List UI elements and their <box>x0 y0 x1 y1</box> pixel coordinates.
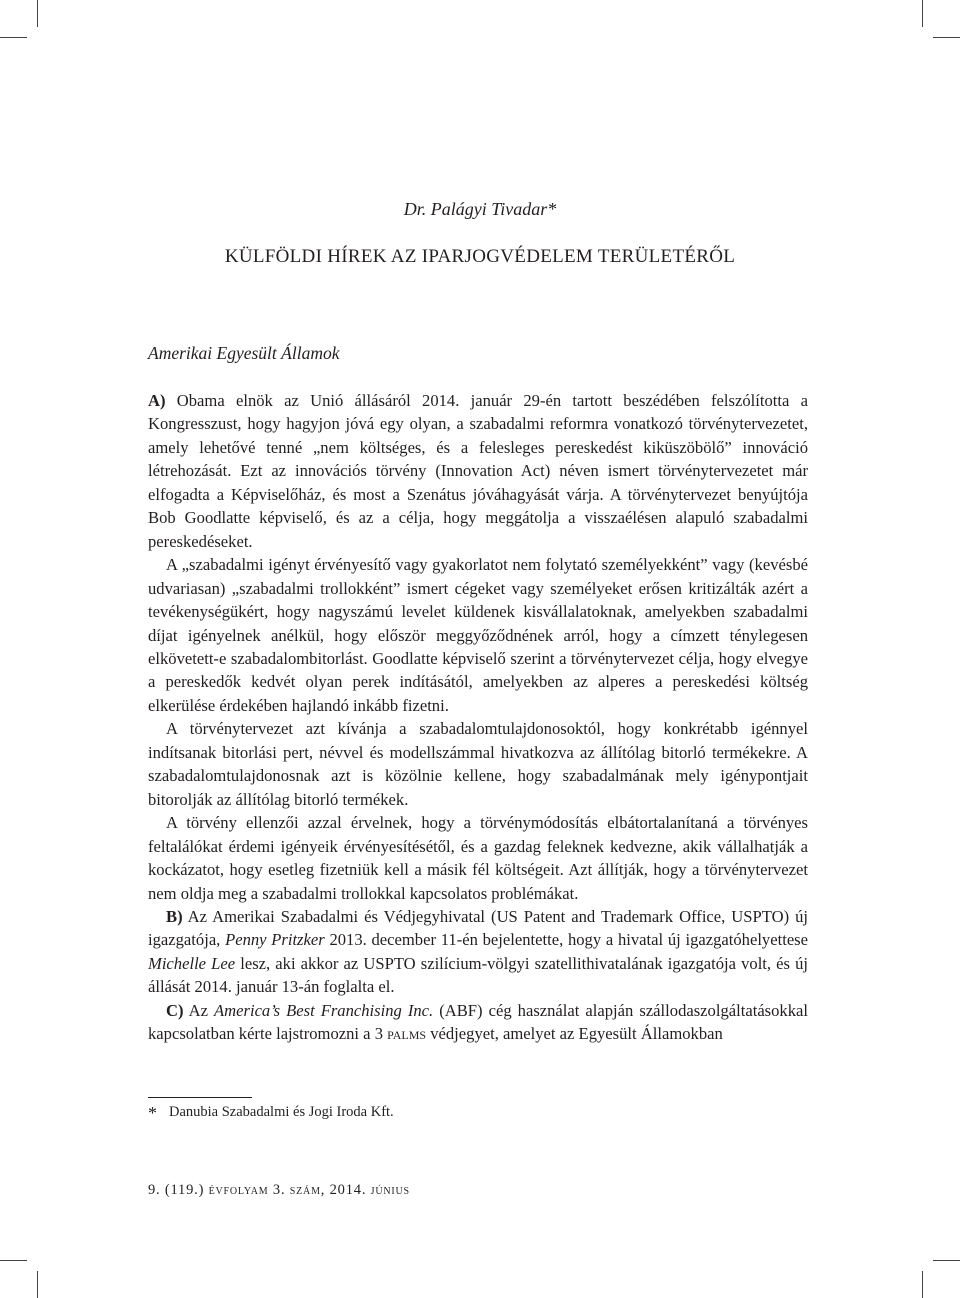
trademark-name: 3 palms <box>374 1024 427 1044</box>
running-footer: 9. (119.) évfolyam 3. szám, 2014. június <box>148 1182 410 1198</box>
crop-mark <box>37 1271 38 1298</box>
section-heading: Amerikai Egyesült Államok <box>148 343 340 363</box>
crop-mark <box>933 1260 960 1261</box>
paragraph-b <box>148 905 808 999</box>
paragraph-text: védjegyet, amelyet az Egyesült Államokban <box>426 1024 723 1044</box>
company-name: America’s Best Franchising Inc. <box>214 1000 434 1020</box>
paragraph-c <box>148 999 808 1046</box>
article-title: KÜLFÖLDI HÍREK AZ IPARJOGVÉDELEM TERÜLETÉRŐL <box>224 246 736 267</box>
paragraph-text: Az <box>183 1000 215 1020</box>
paragraph-text: 2013. december 11-én bejelentette, hogy a hivatal új igazgatóhelyettese <box>324 930 809 950</box>
footnote-marker: * <box>148 1103 157 1123</box>
paragraph-text: Az Amerikai Szabadalmi és Védjegyhivatal (US Patent and Trademark Office, USPTO) új igazgatója, <box>148 906 808 950</box>
author-name: Dr. Palágyi Tivadar* <box>403 199 557 219</box>
crop-mark <box>933 37 960 38</box>
paragraph-text: Obama elnök az Unió állásáról 2014. január 29-én tartott beszédében felszólította a Kongresszust, hogy hagyjon jóvá egy olyan, a szabadalmi reformra vonatkozó törvénytervezetet, amely lehetővé tenné „nem költséges, és a felesleges pereskedést kiküszöbölő” innováció létrehozását. Ezt az innovációs törvény (Innovation Act) néven ismert törvénytervezetet már elfogadta a Képviselőház, és most a Szenátus jóváhagyását várja. A törvénytervezet benyújtója Bob Goodlatte képviselő, és az a célja, hogy meggátolja a visszaélésen alapuló szabadalmi pereskedéseket. <box>148 391 808 551</box>
crop-mark <box>0 37 27 38</box>
footnote-text: Danubia Szabadalmi és Jogi Iroda Kft. <box>169 1104 394 1120</box>
person-name: Michelle Lee <box>148 953 236 973</box>
crop-mark <box>922 1271 923 1298</box>
paragraph-label: C) <box>166 1000 184 1020</box>
person-name: Penny Pritzker <box>225 930 325 950</box>
crop-mark <box>0 1260 27 1261</box>
paragraph-requirements: A törvénytervezet azt kívánja a szabadalomtulajdonosoktól, hogy konkrétabb igénnyel indítsanak bitorlási pert, névvel és modellszámmal hivatkozva az állítólag bitorló termékekre. A szabadalomtulajdonosnak azt is közölnie kellene, hogy szabadalmának mely igénypontjait bitorolják az állítólag bitorló termékek. <box>148 719 808 809</box>
crop-mark <box>922 0 923 27</box>
paragraph-trolls: A „szabadalmi igényt érvényesítő vagy gyakorlatot nem folytató személyekként” vagy (kevésbé udvariasan) „szabadalmi trollokként” ismert cégeket vagy személyeket erősen kritizálták azért a tevékenységükért, hogy nagyszámú levelet küldenek kisvállalatoknak, amelyekben szabadalmi díjat igényelnek anélkül, hogy először meggyőződnének arról, hogy a címzett ténylegesen elkövetett-e szabadalombitorlást. Goodlatte képviselő szerint a törvénytervezet célja, hogy elvegye a pereskedők kedvét olyan perek indításától, amelyekben az alperes a pereskedési költség elkerülése érdekében hajlandó inkább fizetni. <box>148 555 808 715</box>
paragraph-text: lesz, aki akkor az USPTO szilícium-völgyi szatellithivatalának igazgatója volt, és új állását 2014. január 13-án foglalta el. <box>148 953 809 997</box>
crop-mark <box>37 0 38 27</box>
article-body <box>148 389 808 1046</box>
paragraph-label: A) <box>148 391 166 410</box>
paragraph-opponents: A törvény ellenzői azzal érvelnek, hogy a törvénymódosítás elbátortalanítaná a törvényes feltalálókat érdemi igényeik érvényesítésétől, és a gazdag feleknek kedvezne, akik vállalhatják a kockázatot, hogy esetleg fizetniük kell a másik fél költségeit. Azt állítják, hogy a törvénytervezet nem oldja meg a szabadalmi trollokkal kapcsolatos problémákat. <box>148 813 808 903</box>
footnote <box>148 1103 394 1124</box>
paragraph-a <box>148 389 808 553</box>
paragraph-text: (ABF) cég használat alapján szállodaszolgáltatásokkal kapcsolatban kérte lajstromozni a <box>148 1000 809 1044</box>
footnote-divider <box>148 1097 252 1098</box>
paragraph-label: B) <box>166 906 183 926</box>
